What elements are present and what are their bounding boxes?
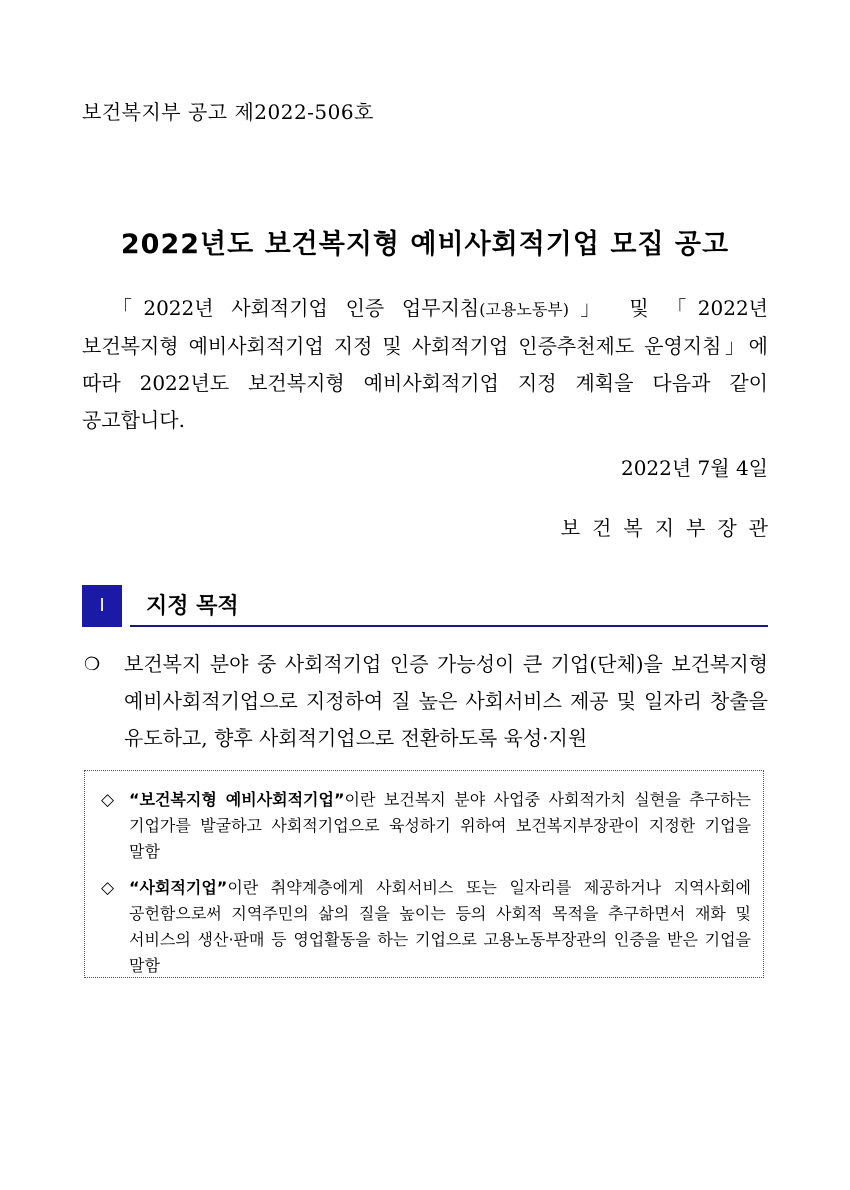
document-title: 2022년도 보건복지형 예비사회적기업 모집 공고	[120, 229, 730, 260]
signer: 보건복지부장관	[560, 516, 780, 540]
intro-text-part1: 「2022년 사회적기업 인증 업무지침	[112, 296, 480, 320]
diamond-bullet-icon: ◇	[101, 878, 115, 898]
section-underline	[130, 625, 768, 627]
definition-item	[101, 787, 751, 865]
definition-item	[101, 875, 751, 979]
definition-text: 이란 보건복지 분야 사업중 사회적가치 실현을 추구하는 기업가를 발굴하고 사회적기업으로 육성하기 위하여 보건복지부장관이 지정한 기업을 말함	[129, 790, 751, 861]
definition-text: 이란 취약계층에게 사회서비스 또는 일자리를 제공하거나 지역사회에 공헌함으로써 지역주민의 삶의 질을 높이는 등의 사회적 목적을 추구하면서 재화 및 서비스의 생산·판매 등 영업활동을 하는 기업으로 고용노동부장관의 인증을 받은 기업을 말함	[129, 878, 751, 975]
notice-number: 보건복지부 공고 제2022-506호	[82, 100, 374, 124]
purpose-item	[82, 646, 768, 757]
definitions-box	[84, 770, 764, 978]
notice-date: 2022년 7월 4일	[620, 456, 768, 480]
intro-ministry: (고용노동부)	[479, 300, 569, 319]
section-title: 지정 목적	[146, 594, 239, 619]
circle-bullet-icon: ❍	[84, 654, 101, 675]
intro-paragraph	[82, 290, 768, 439]
definition-term: “보건복지형 예비사회적기업”	[129, 790, 345, 809]
purpose-text: 보건복지 분야 중 사회적기업 인증 가능성이 큰 기업(단체)을 보건복지형 예비사회적기업으로 지정하여 질 높은 사회서비스 제공 및 일자리 창출을 유도하고, 향후 사회적기업으로 전환하도록 육성·지원	[124, 652, 768, 750]
diamond-bullet-icon: ◇	[101, 790, 115, 810]
intro-text-part2: 」 및 「2022년 보건복지형 예비사회적기업 지정 및 사회적기업 인증추천제도 운영지침」에 따라 2022년도 보건복지형 예비사회적기업 지정 계획을 다음과 같이 공고합니다.	[82, 296, 768, 432]
section-header	[82, 585, 768, 627]
definition-term: “사회적기업”	[129, 878, 228, 897]
section-number-badge: Ⅰ	[82, 585, 122, 627]
